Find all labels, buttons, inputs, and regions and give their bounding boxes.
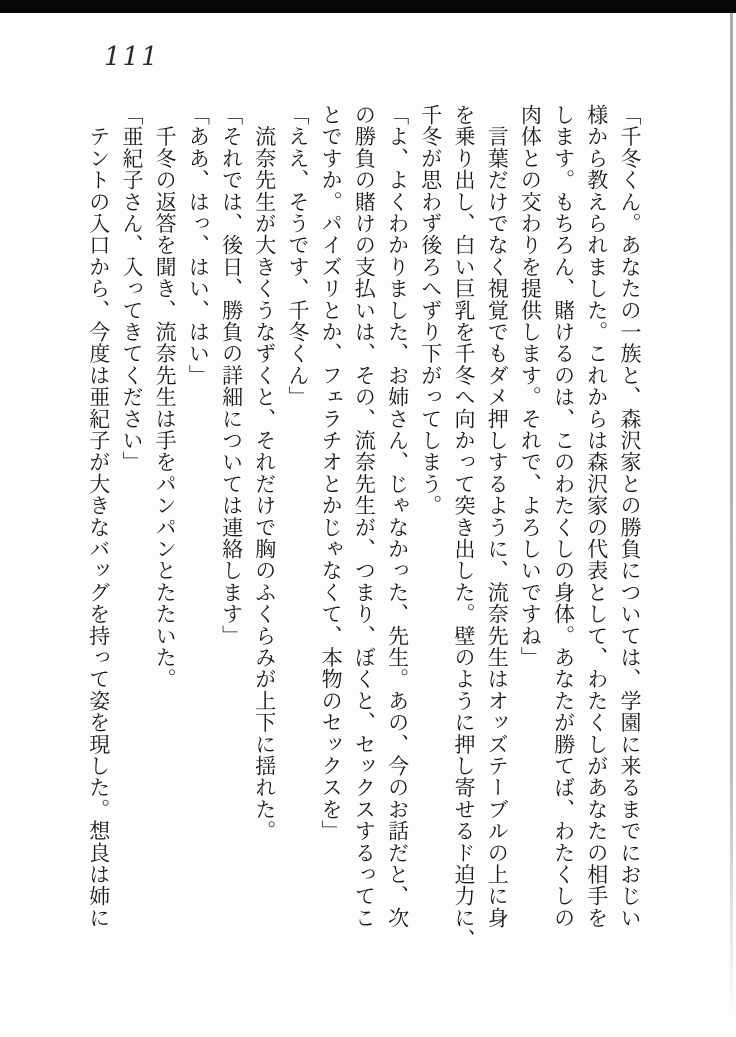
text-column: テントの入口から、今度は亜紀子が大きなバッグを持って姿を現した。想良は姉に [86, 104, 111, 929]
text-column: の勝負の賭けの支払いは、その、流奈先生が、つまり、ぼくと、セックスするってこ [352, 104, 377, 929]
text-column: とですか。パイズリとか、フェラチオとかじゃなくて、本物のセックスを」 [319, 104, 344, 842]
text-column: 「それでは、後日、勝負の詳細については連絡します」 [219, 104, 244, 647]
text-column: 千冬の返答を聞き、流奈先生は手をパンパンとたたいた。 [153, 104, 178, 690]
text-column: 「ええ、そうです、千冬くん」 [285, 104, 310, 408]
vertical-text-block [82, 104, 646, 951]
text-column: 肉体との交わりを提供します。それで、よろしいですね」 [518, 104, 543, 669]
page-number: 111 [104, 42, 160, 72]
text-column: 「ああ、はっ、はい、はい」 [186, 104, 211, 387]
text-column: 流奈先生が大きくうなずくと、それだけで胸のふくらみが上下に揺れた。 [252, 104, 277, 842]
text-column: 様から教えられました。これからは森沢家の代表として、わたくしがあなたの相手を [584, 104, 609, 929]
text-column: 「亜紀子さん、入ってきてください」 [119, 104, 144, 473]
text-column: 「千冬くん。あなたの一族と、森沢家との勝負については、学園に来るまでにおじい [618, 104, 642, 929]
text-column: します。もちろん、賭けるのは、このわたくしの身体。あなたが勝てば、わたくしの [551, 104, 576, 929]
text-column: 「よ、よくわかりました、お姉さん、じゃなかった、先生。あの、今のお話だと、次 [385, 104, 410, 929]
scan-top-bar [0, 0, 736, 13]
text-column: 千冬が思わず後ろへずり下がってしまう。 [418, 104, 443, 517]
text-column: 言葉だけでなく視覚でもダメ押しするように、流奈先生はオッズテーブルの上に身 [485, 104, 510, 929]
text-column: を乗り出し、白い巨乳を千冬へ向かって突き出した。壁のように押し寄せるド迫力に、 [451, 104, 476, 951]
page-edge-shadow [730, 13, 733, 1017]
